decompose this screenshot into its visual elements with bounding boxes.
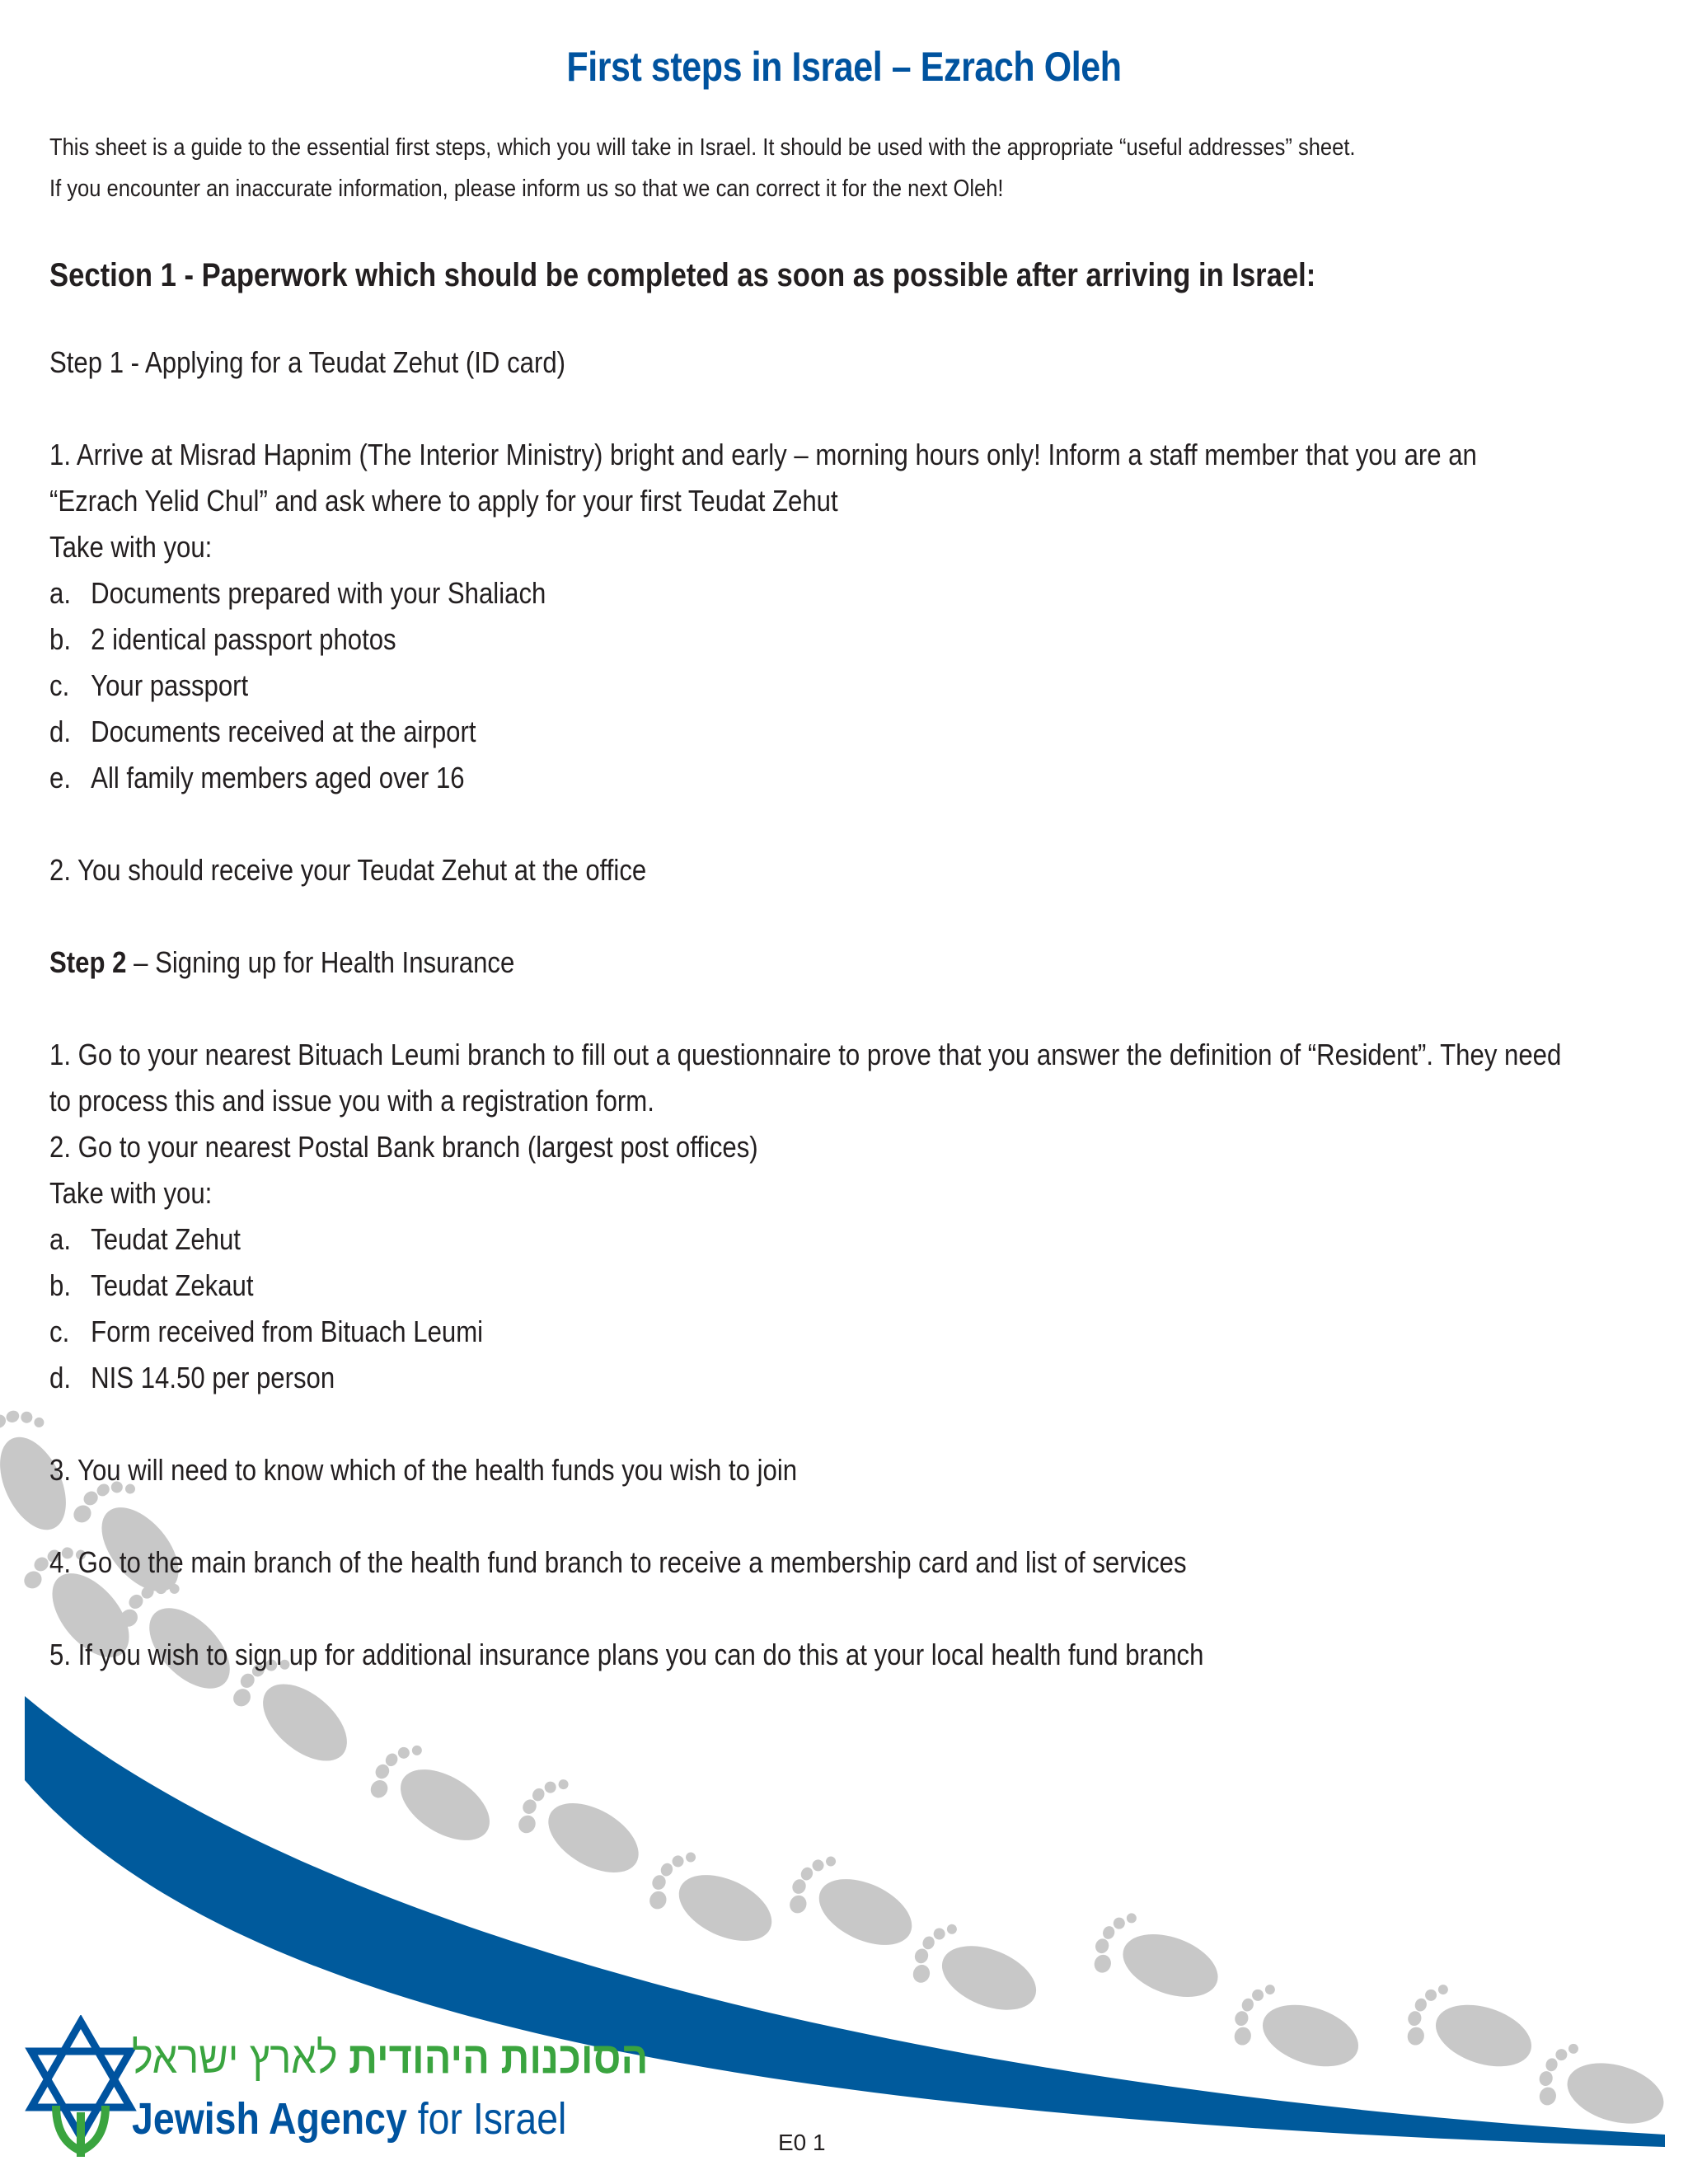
list-marker: d. [49,1361,71,1394]
step-2-label: Step 2 [49,945,127,979]
intro-paragraph [49,127,1356,209]
list-item-text: Form received from Bituach Leumi [91,1315,484,1348]
list-marker: d. [49,715,71,748]
logo-english-bold: Jewish Agency [132,2094,407,2144]
step-1-paragraph-1-line-1: 1. Arrive at Misrad Hapnim (The Interior Ministry) bright and early – morning hours only! Inform a staff member that you are an [49,438,1477,471]
list-marker: a. [49,1222,71,1256]
step-2-paragraph-5: 5. If you wish to sign up for additional insurance plans you can do this at your local health fund branch [49,1638,1204,1671]
list-item-text: NIS 14.50 per person [91,1361,335,1394]
intro-line: If you encounter an inaccurate information, please inform us so that we can correct it for the next Oleh! [49,176,1004,202]
step-2-paragraph-1-line-1: 1. Go to your nearest Bituach Leumi branch to fill out a questionnaire to prove that you answer the definition of “Resident”. They need [49,1038,1562,1071]
list-item-text: Documents prepared with your Shaliach [91,576,546,610]
logo-hebrew-text [132,2032,648,2083]
list-item [49,1309,1618,1355]
step-2-take-with-label: Take with you: [49,1176,213,1210]
list-item [49,663,1618,709]
step-1-paragraph-2: 2. You should receive your Teudat Zehut at the office [49,853,647,887]
logo-english-light: for Israel [406,2094,567,2144]
list-item-text: Teudat Zekaut [91,1268,254,1302]
page-code: E0 1 [778,2130,826,2155]
step-2-paragraph-2: 2. Go to your nearest Postal Bank branch (largest post offices) [49,1130,758,1164]
list-item [49,709,1618,755]
logo-hebrew-bold: הסוכנות היהודית [349,2033,649,2083]
list-item [49,1355,1618,1401]
list-item-text: 2 identical passport photos [91,622,396,656]
logo-hebrew-light: לארץ ישראל [132,2033,338,2083]
step-1-paragraph-1-line-2: “Ezrach Yelid Chul” and ask where to apply for your first Teudat Zehut [49,484,838,518]
step-1-take-with-label: Take with you: [49,530,213,564]
list-item-text: Teudat Zehut [91,1222,241,1256]
intro-line: This sheet is a guide to the essential first steps, which you will take in Israel. It should be used with the appropriate “useful addresses” sheet. [49,134,1356,161]
section-1-heading: Section 1 - Paperwork which should be completed as soon as possible after arriving in Israel: [49,257,1316,293]
step-2-paragraph-3: 3. You will need to know which of the health funds you wish to join [49,1453,798,1487]
list-item [49,1263,1618,1309]
list-item-text: Documents received at the airport [91,715,476,748]
logo-english-text [132,2093,566,2144]
step-1-heading: Step 1 - Applying for a Teudat Zehut (ID card) [49,345,566,379]
list-marker: c. [49,668,70,702]
step-2-paragraph-4: 4. Go to the main branch of the health fund branch to receive a membership card and list of services [49,1545,1187,1579]
list-marker: b. [49,622,71,656]
list-marker: a. [49,576,71,610]
list-marker: e. [49,761,71,794]
step-2-heading [49,940,1618,986]
list-item [49,755,1618,801]
list-marker: b. [49,1268,71,1302]
page-title: First steps in Israel – Ezrach Oleh [566,44,1122,90]
list-item [49,616,1618,663]
main-content [49,247,1618,1678]
list-item [49,570,1618,616]
list-item-text: Your passport [91,668,249,702]
list-item [49,1216,1618,1263]
step-2-paragraph-1-line-2: to process this and issue you with a registration form. [49,1084,654,1118]
list-marker: c. [49,1315,70,1348]
step-2-title: – Signing up for Health Insurance [126,945,515,979]
list-item-text: All family members aged over 16 [91,761,465,794]
